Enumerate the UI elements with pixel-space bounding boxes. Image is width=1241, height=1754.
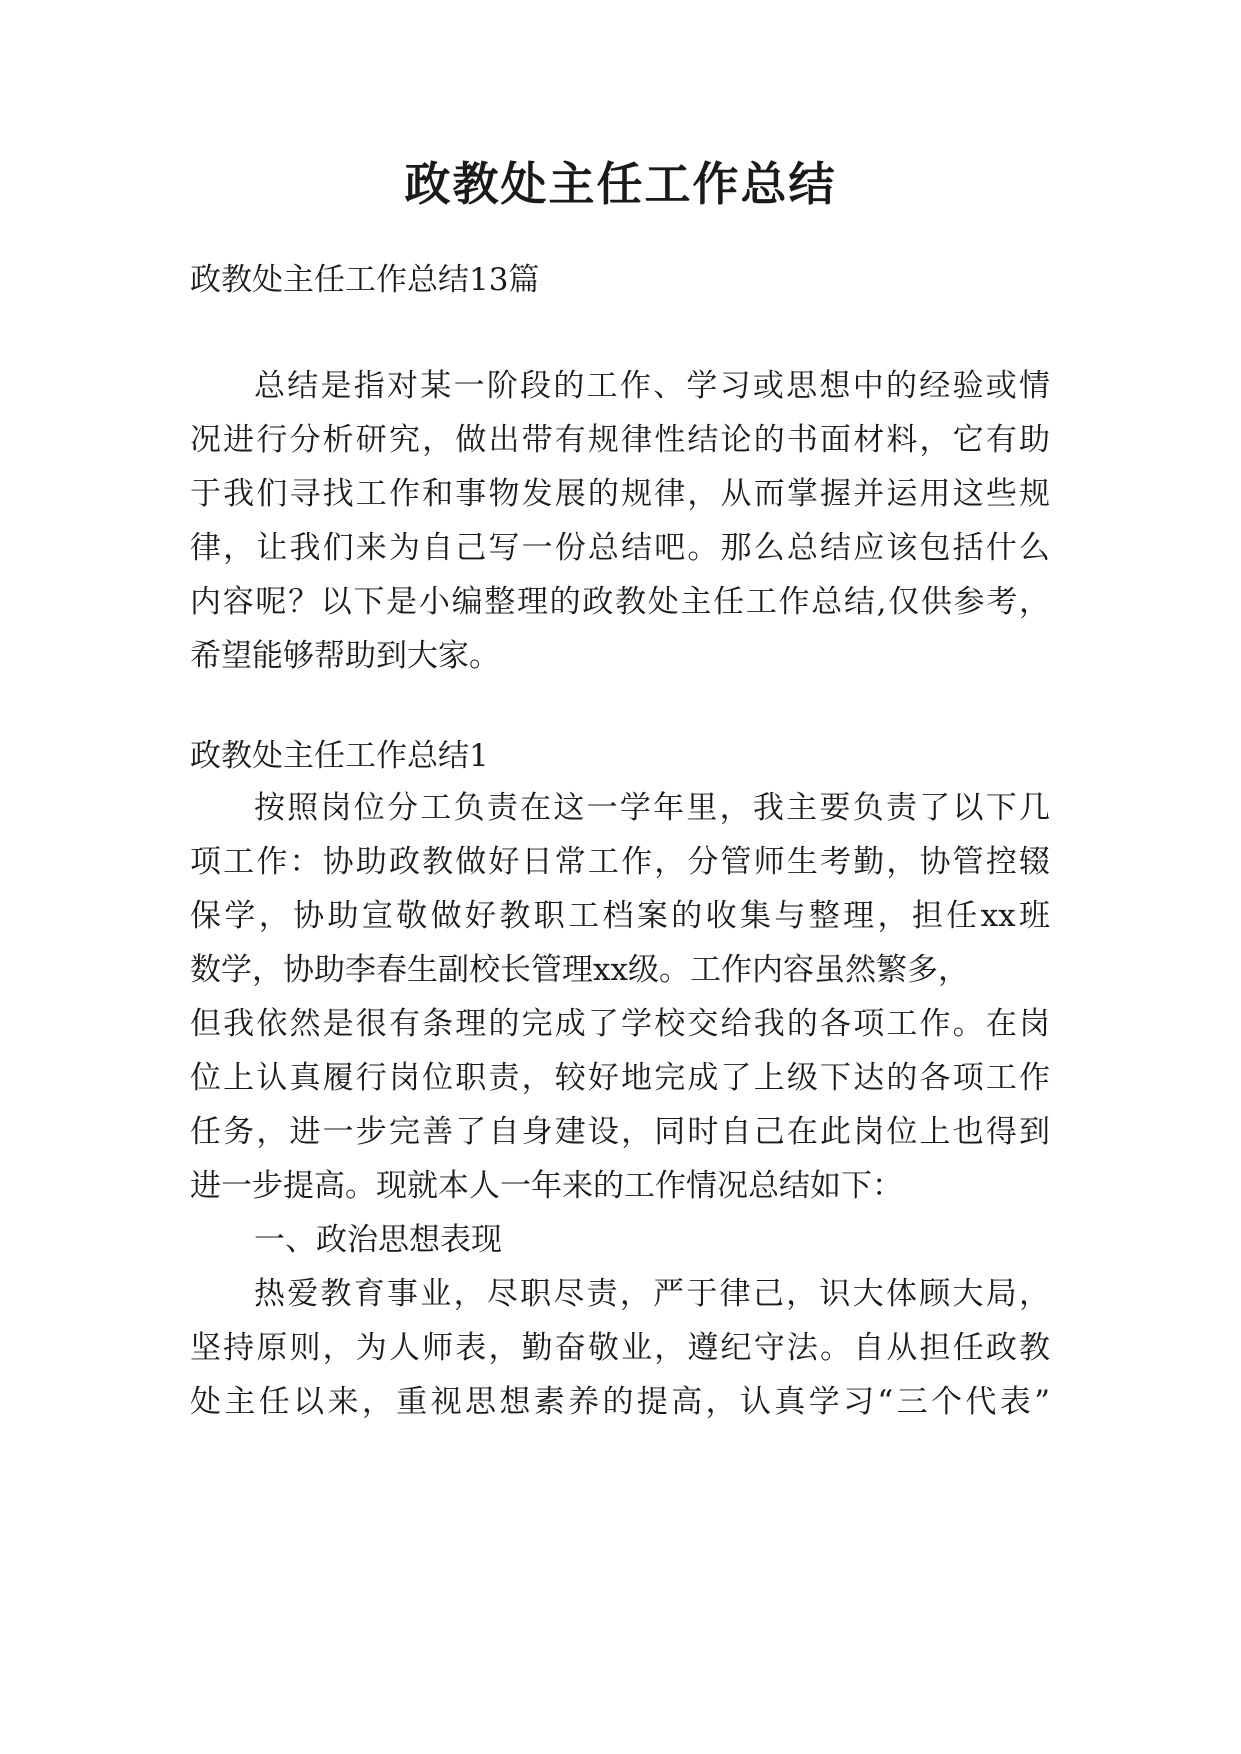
document-subtitle: 政教处主任工作总结13篇 — [190, 262, 540, 298]
intro-line: 于我们寻找工作和事物发展的规律，从而掌握并运用这些规 — [190, 476, 1050, 512]
body-line: 位上认真履行岗位职责，较好地完成了上级下达的各项工作 — [190, 1060, 1050, 1096]
body-line: 但我依然是很有条理的完成了学校交给我的各项工作。在岗 — [190, 1006, 1050, 1042]
body-line: 项工作：协助政教做好日常工作，分管师生考勤，协管控辍 — [190, 844, 1050, 880]
section-heading: 政教处主任工作总结1 — [190, 738, 489, 774]
subheading: 一、政治思想表现 — [254, 1222, 502, 1258]
body-line: 处主任以来，重视思想素养的提高，认真学习“三个代表” — [190, 1384, 1050, 1420]
document-title: 政教处主任工作总结 — [404, 157, 837, 211]
body-line: 保学，协助宣敬做好教职工档案的收集与整理，担任xx班 — [190, 898, 1050, 934]
body-line: 数学，协助李春生副校长管理xx级。工作内容虽然繁多， — [190, 952, 969, 988]
body-line: 进一步提高。现就本人一年来的工作情况总结如下： — [190, 1168, 903, 1204]
intro-line: 内容呢？以下是小编整理的政教处主任工作总结,仅供参考， — [190, 584, 1050, 620]
intro-line: 总结是指对某一阶段的工作、学习或思想中的经验或情 — [254, 368, 1050, 404]
body-line: 坚持原则，为人师表，勤奋敬业，遵纪守法。自从担任政教 — [190, 1330, 1050, 1366]
intro-line: 希望能够帮助到大家。 — [190, 638, 500, 674]
intro-line: 律，让我们来为自己写一份总结吧。那么总结应该包括什么 — [190, 530, 1050, 566]
body-line: 按照岗位分工负责在这一学年里，我主要负责了以下几 — [254, 790, 1050, 826]
intro-line: 况进行分析研究，做出带有规律性结论的书面材料，它有助 — [190, 422, 1050, 458]
body-line: 任务，进一步完善了自身建设，同时自己在此岗位上也得到 — [190, 1114, 1050, 1150]
body-line: 热爱教育事业，尽职尽责，严于律己，识大体顾大局， — [254, 1276, 1050, 1312]
